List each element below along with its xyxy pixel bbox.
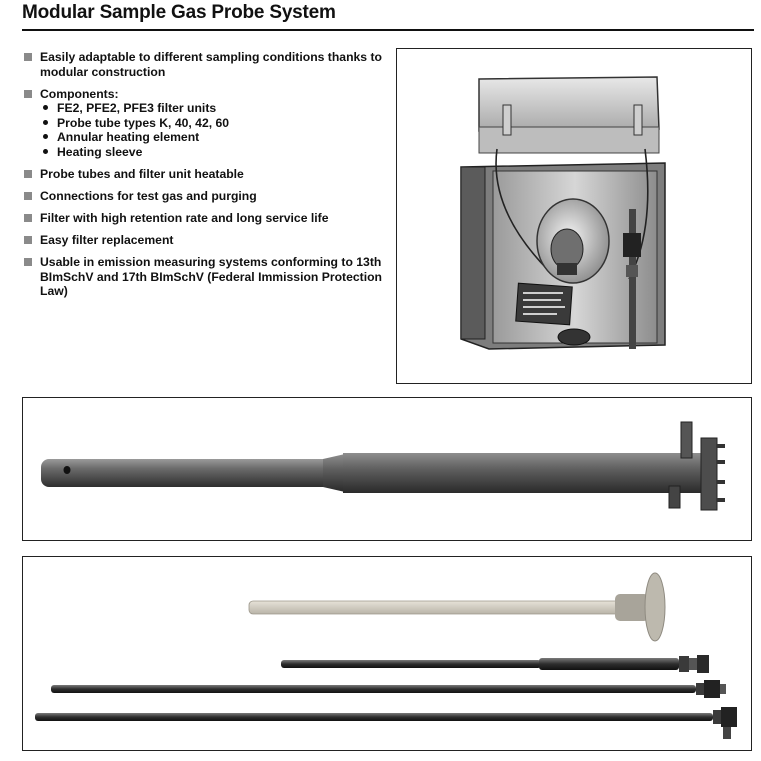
feature-item: Probe tubes and filter unit heatable xyxy=(23,167,383,182)
round-bullet-icon xyxy=(43,134,48,139)
square-bullet-icon xyxy=(24,236,32,244)
square-bullet-icon xyxy=(24,170,32,178)
feature-item: Connections for test gas and purging xyxy=(23,189,383,204)
component-item: Probe tube types K, 40, 42, 60 xyxy=(40,116,383,131)
probe-tube-photo xyxy=(22,397,752,541)
square-bullet-icon xyxy=(24,214,32,222)
square-bullet-icon xyxy=(24,90,32,98)
square-bullet-icon xyxy=(24,258,32,266)
probe-tube-illustration xyxy=(23,398,751,540)
page-title: Modular Sample Gas Probe System xyxy=(22,2,336,23)
feature-item: Easily adaptable to different sampling conditions thanks to modular construction xyxy=(23,50,383,79)
probe-tubes-photo xyxy=(22,556,752,751)
feature-list xyxy=(23,50,383,306)
feature-item: Usable in emission measuring systems conforming to 13th BImSchV and 17th BImSchV (Federal Immission Protection Law) xyxy=(23,255,383,299)
round-bullet-icon xyxy=(43,149,48,154)
square-bullet-icon xyxy=(24,192,32,200)
component-item: Annular heating element xyxy=(40,130,383,145)
component-item: FE2, PFE2, PFE3 filter units xyxy=(40,101,383,116)
feature-item: Easy filter replacement xyxy=(23,233,383,248)
probe-tubes-illustration xyxy=(23,557,751,750)
feature-item-components: Components: FE2, PFE2, PFE3 filter units Probe tube types K, 40, 42, 60 Annular heating element Heating sleeve xyxy=(23,87,383,160)
filter-housing-illustration xyxy=(397,49,751,383)
filter-housing-photo xyxy=(396,48,752,384)
feature-item: Filter with high retention rate and long service life xyxy=(23,211,383,226)
components-list xyxy=(40,101,383,160)
component-item: Heating sleeve xyxy=(40,145,383,160)
title-rule xyxy=(22,29,754,31)
square-bullet-icon xyxy=(24,53,32,61)
round-bullet-icon xyxy=(43,105,48,110)
round-bullet-icon xyxy=(43,120,48,125)
